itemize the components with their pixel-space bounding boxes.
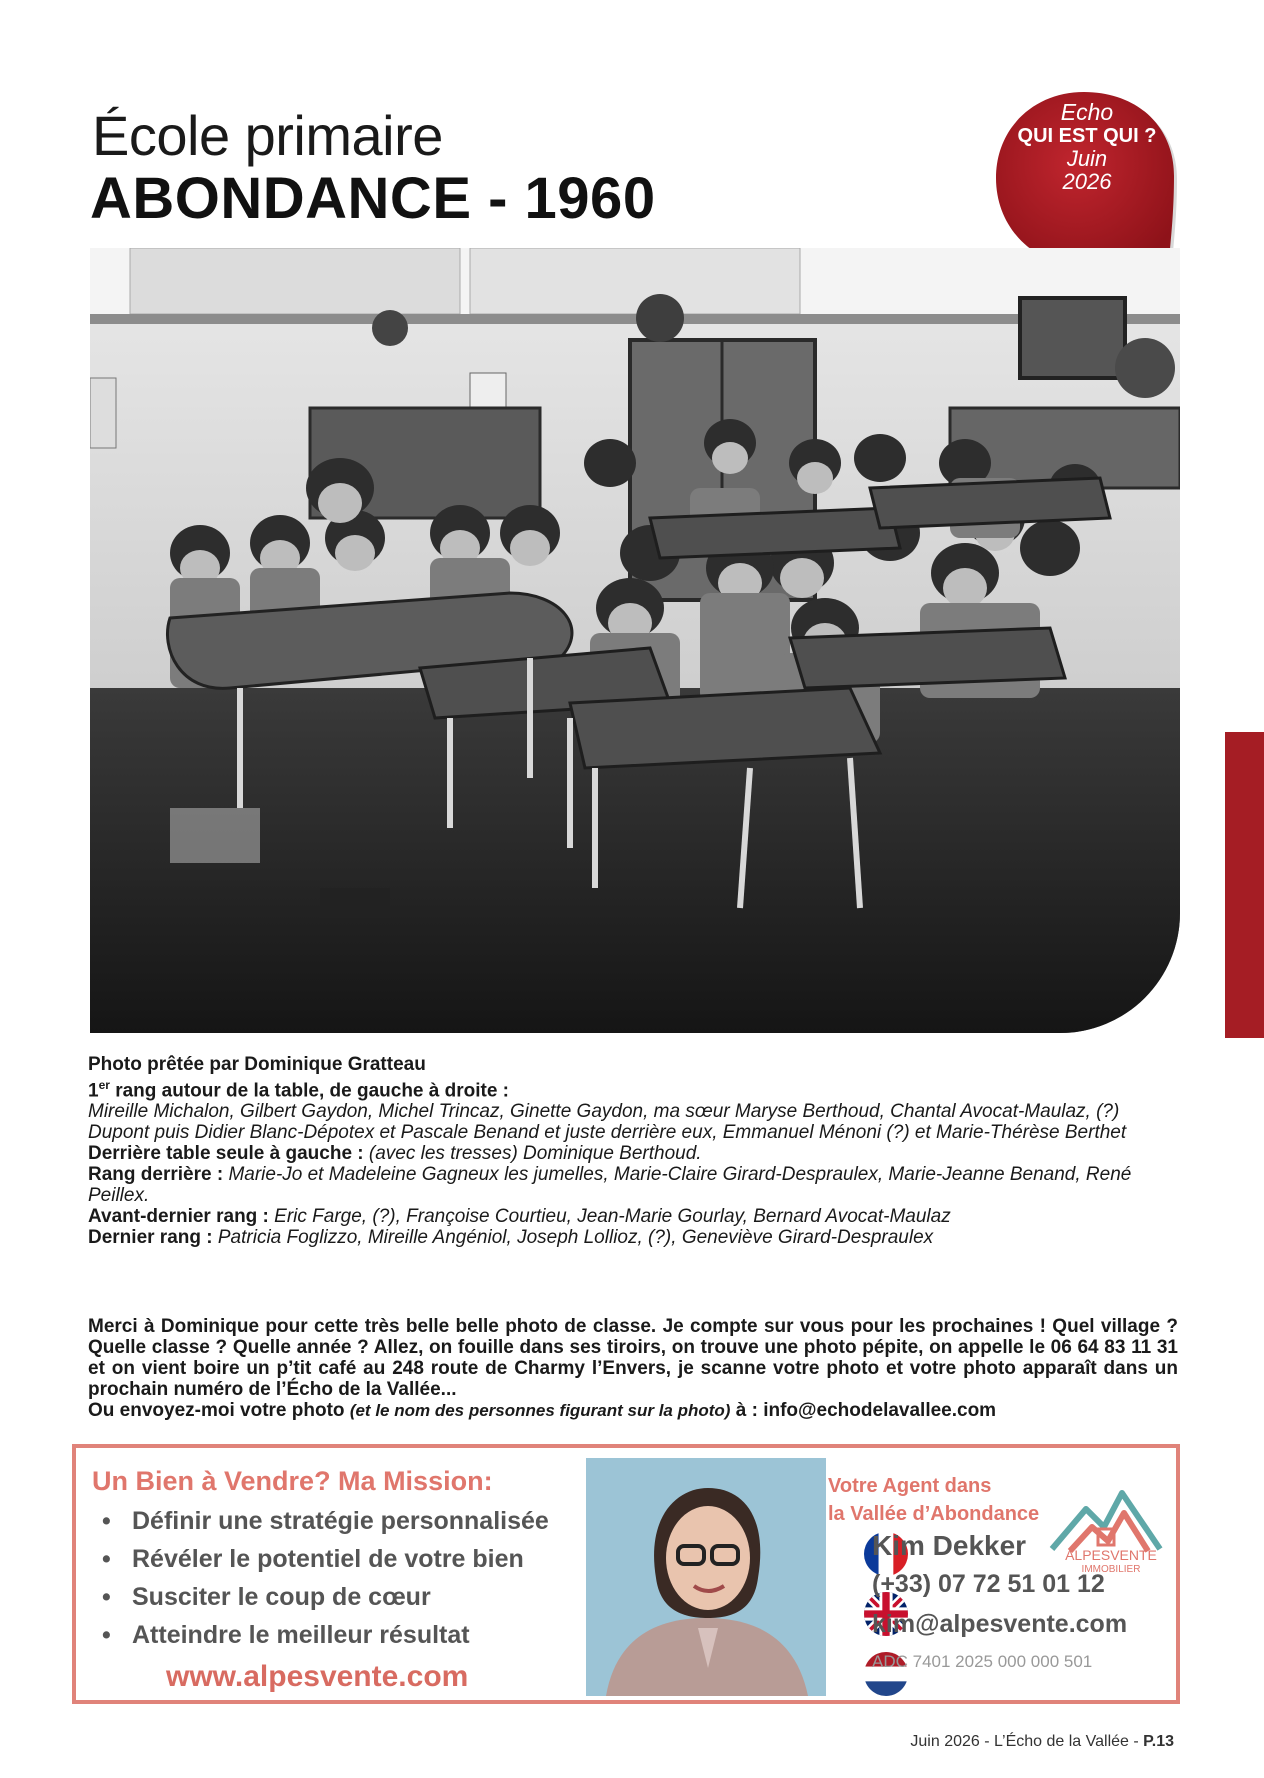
class-photo-image xyxy=(90,248,1180,1033)
row2: Derrière table seule à gauche : (avec les tresses) Dominique Berthoud. xyxy=(88,1143,702,1165)
row3: Rang derrière : Marie-Jo et Madeleine Gagneux les jumelles, Marie-Claire Girard-Despraulex, Marie-Jeanne Benand, René Peillex. xyxy=(88,1164,1132,1207)
ad-mission-item: • Révéler le potentiel de votre bien xyxy=(102,1540,549,1578)
alpesvente-advert xyxy=(72,1444,1180,1704)
logo-subtitle: IMMOBILIER xyxy=(1081,1564,1141,1575)
row4: Avant-dernier rang : Eric Farge, (?), Françoise Courtieu, Jean-Marie Gourlay, Bernard Avocat-Maulaz xyxy=(88,1206,951,1228)
send-photo-line: Ou envoyez-moi votre photo (et le nom des personnes figurant sur la photo) à : info@echodelavallee.com xyxy=(88,1400,997,1421)
badge-month: Juin xyxy=(1066,146,1108,172)
ad-mission-item: • Atteindre le meilleur résultat xyxy=(102,1616,549,1654)
badge-echo: Echo xyxy=(1060,99,1114,125)
footer-text: Juin 2026 - L’Écho de la Vallée - xyxy=(910,1733,1144,1750)
ad-mission-item: • Susciter le coup de cœur xyxy=(102,1578,549,1616)
logo-name: ALPESVENTE xyxy=(1065,1547,1157,1563)
badge-year: 2026 xyxy=(1062,169,1112,195)
page-number: P.13 xyxy=(1143,1733,1174,1750)
row5: Dernier rang : Patricia Foglizzo, Mireille Angéniol, Joseph Lollioz, (?), Geneviève Girard-Despraulex xyxy=(88,1227,934,1249)
row1-names: Mireille Michalon, Gilbert Gaydon, Michel Trincaz, Ginette Gaydon, ma sœur Maryse Berthoud, Chantal Avocat-Maulaz, (?) Dupont puis Didier Blanc-Dépotex et Pascale Benand et juste derrière eux, Emmanuel Ménoni (?) et Marie-Thérèse Berthet xyxy=(88,1101,1127,1144)
page-title-line1: École primaire xyxy=(92,104,443,167)
thanks-text: Merci à Dominique pour cette très belle belle photo de classe. Je compte sur vous pour les prochaines ! Quel village ? Quelle classe ? Quelle année ? Allez, on fouille dans ses tiroirs, on trouve une photo pépite, on appelle le 06 64 83 11 31 et on vient boire un p’tit café au 248 route de Charmy l’Envers, je scanne votre photo et votre photo apparaît dans un prochain numéro de l’Écho de la Vallée... xyxy=(88,1316,1178,1400)
ad-mission-list xyxy=(102,1502,549,1654)
agent-phone-link[interactable]: (+33) 07 72 51 01 12 xyxy=(872,1570,1105,1598)
ad-title: Un Bien à Vendre? Ma Mission: xyxy=(92,1466,493,1496)
agent-adc-number: ADC 7401 2025 000 000 501 xyxy=(872,1652,1093,1671)
agent-intro xyxy=(828,1472,1039,1528)
row1-label: 1er rang autour de la table, de gauche à droite : xyxy=(88,1078,509,1102)
agent-intro-line1: Votre Agent dans xyxy=(828,1475,992,1497)
ad-mission-item: • Définir une stratégie personnalisée xyxy=(102,1502,549,1540)
agent-portrait xyxy=(586,1458,826,1696)
thanks-paragraph xyxy=(88,1316,1178,1421)
page-title-line2: ABONDANCE - 1960 xyxy=(90,166,656,231)
class-photo xyxy=(90,248,1180,1033)
photo-credit: Photo prêtée par Dominique Gratteau xyxy=(88,1054,426,1075)
red-side-tab xyxy=(1225,732,1264,1038)
agent-portrait-icon xyxy=(586,1458,826,1696)
badge-qui-est-qui: QUI EST QUI ? xyxy=(1017,125,1157,148)
agent-intro-line2: la Vallée d’Abondance xyxy=(828,1503,1040,1525)
ad-website-link[interactable]: www.alpesvente.com xyxy=(166,1660,469,1693)
photo-caption xyxy=(88,1054,1178,1248)
agent-email-link[interactable]: kim@alpesvente.com xyxy=(872,1610,1128,1638)
agent-name: Kim Dekker xyxy=(872,1530,1027,1561)
page-footer xyxy=(910,1733,1174,1751)
